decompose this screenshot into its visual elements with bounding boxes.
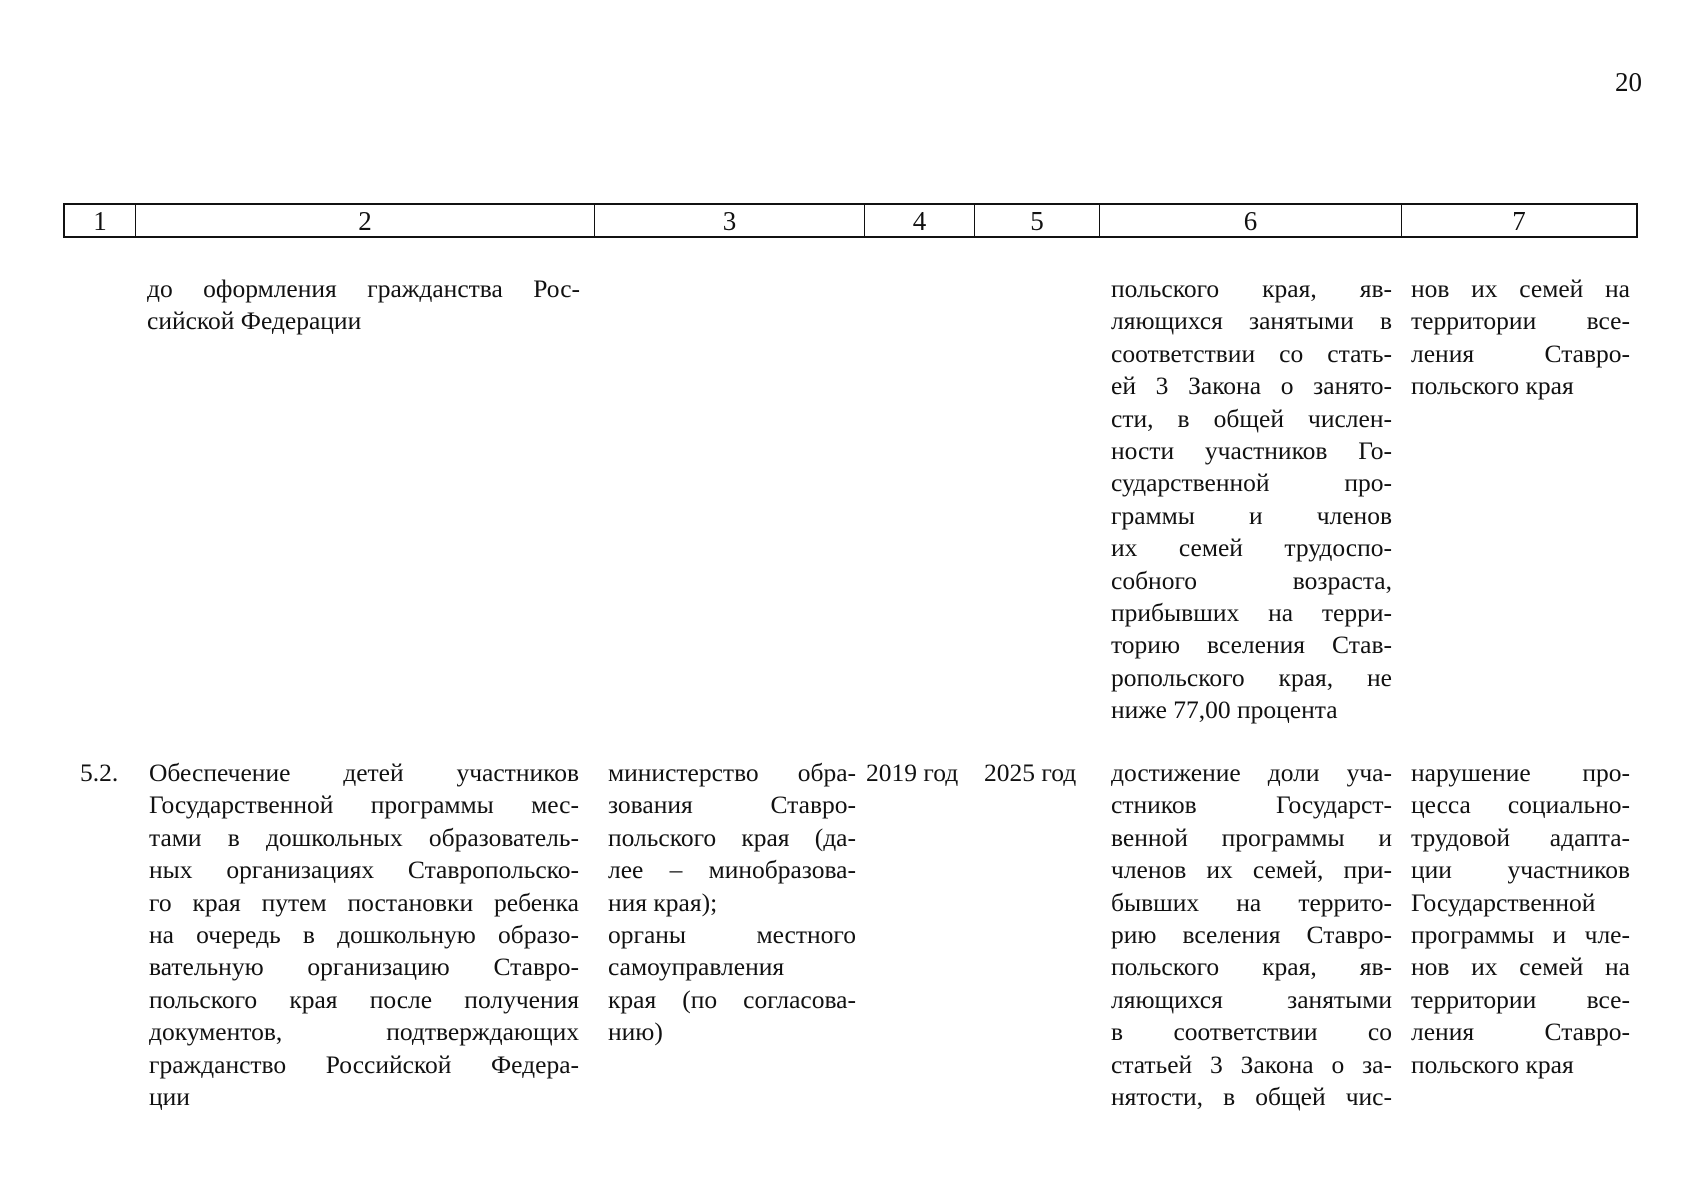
text-line: министерство обра- [608,758,856,787]
text-line: до оформления гражданства Рос- [147,274,580,303]
text-line: польского края после получения [149,984,579,1014]
text-line: ления Ставро- [1411,1017,1630,1047]
text-line: бывших на террито- [1111,887,1392,917]
text-line: самоуправления [608,952,785,982]
text-line: польского края, яв- [1111,274,1392,303]
table-header-row [63,203,1638,238]
text-line: го края путем постановки ребенка [149,887,579,917]
text-line: ляющихся занятыми в [1111,306,1392,336]
text-line: польского края, яв- [1111,952,1392,982]
continuation-col2-text [147,273,580,338]
text-line: в соответствии со [1111,1017,1392,1047]
text-line: польского края (да- [608,822,856,852]
text-line: нарушение про- [1411,758,1630,787]
header-cell-6: 6 [1100,205,1402,236]
row-5-2-col7-text [1411,757,1630,1081]
text-line: нов их семей на [1411,274,1630,303]
text-line: нию) [608,1017,663,1047]
text-line: органы местного [608,920,856,950]
text-line: трудовой адапта- [1411,822,1630,852]
continuation-col7-text [1411,273,1630,403]
text-line: торию вселения Став- [1111,630,1392,660]
text-line: ей 3 Закона о занято- [1111,371,1392,401]
page-number: 20 [1615,67,1642,97]
text-line: программы и чле- [1411,920,1630,950]
text-line: стников Государст- [1111,790,1392,820]
text-line: соответствии со стать- [1111,338,1392,368]
text-line: нов их семей на [1411,952,1630,982]
text-line: ности участников Го- [1111,436,1392,466]
text-line: ления Ставро- [1411,338,1630,368]
text-line: ции [149,1082,190,1112]
row-5-2-col2-text [149,757,579,1113]
text-line: их семей трудоспо- [1111,533,1392,563]
text-line: сти, в общей числен- [1111,403,1392,433]
text-line: статьей 3 Закона о за- [1111,1049,1392,1079]
text-line: граммы и членов [1111,500,1392,530]
header-cell-7: 7 [1512,206,1526,236]
row-5-2-col6-text [1111,757,1392,1113]
text-line: ных организациях Ставропольско- [149,855,579,885]
row-5-2-end-year: 2025 год [984,758,1077,787]
text-line: гражданство Российской Федера- [149,1049,579,1079]
header-cell-1: 1 [65,205,136,236]
text-line: вательную организацию Ставро- [149,952,579,982]
text-line: ляющихся занятыми [1111,984,1392,1014]
continuation-col6-text [1111,273,1392,727]
text-line: сударственной про- [1111,468,1392,498]
text-line: Государственной программы мес- [149,790,579,820]
text-line: членов их семей, при- [1111,855,1392,885]
text-line: собного возраста, [1111,565,1392,595]
text-line: ции участников [1411,855,1630,885]
header-cell-3: 3 [595,205,865,236]
row-number: 5.2. [80,758,119,787]
text-line: ниже 77,00 процента [1111,695,1338,725]
text-line: зования Ставро- [608,790,856,820]
text-line: польского края [1411,1049,1574,1079]
header-cell-4: 4 [865,205,975,236]
text-line: нятости, в общей чис- [1111,1082,1392,1112]
row-5-2-start-year: 2019 год [866,758,959,787]
text-line: ропольского края, не [1111,662,1392,692]
text-line: рию вселения Ставро- [1111,920,1392,950]
text-line: достижение доли уча- [1111,758,1392,787]
text-line: тами в дошкольных образователь- [149,822,579,852]
text-line: лее – минобразова- [608,855,856,885]
text-line: прибывших на терри- [1111,598,1392,628]
text-line: Обеспечение детей участников [149,758,579,787]
text-line: сийской Федерации [147,306,362,336]
row-5-2-col3-text [608,757,856,1049]
text-line: ния края); [608,887,718,917]
header-cell-5: 5 [975,205,1100,236]
text-line: польского края [1411,371,1574,401]
text-line: документов, подтверждающих [149,1017,579,1047]
text-line: венной программы и [1111,822,1392,852]
text-line: края (по согласова- [608,984,856,1014]
text-line: Государственной [1411,887,1596,917]
text-line: территории все- [1411,306,1630,336]
text-line: территории все- [1411,984,1630,1014]
header-cell-2: 2 [136,205,595,236]
text-line: цесса социально- [1411,790,1630,820]
text-line: на очередь в дошкольную образо- [149,920,579,950]
